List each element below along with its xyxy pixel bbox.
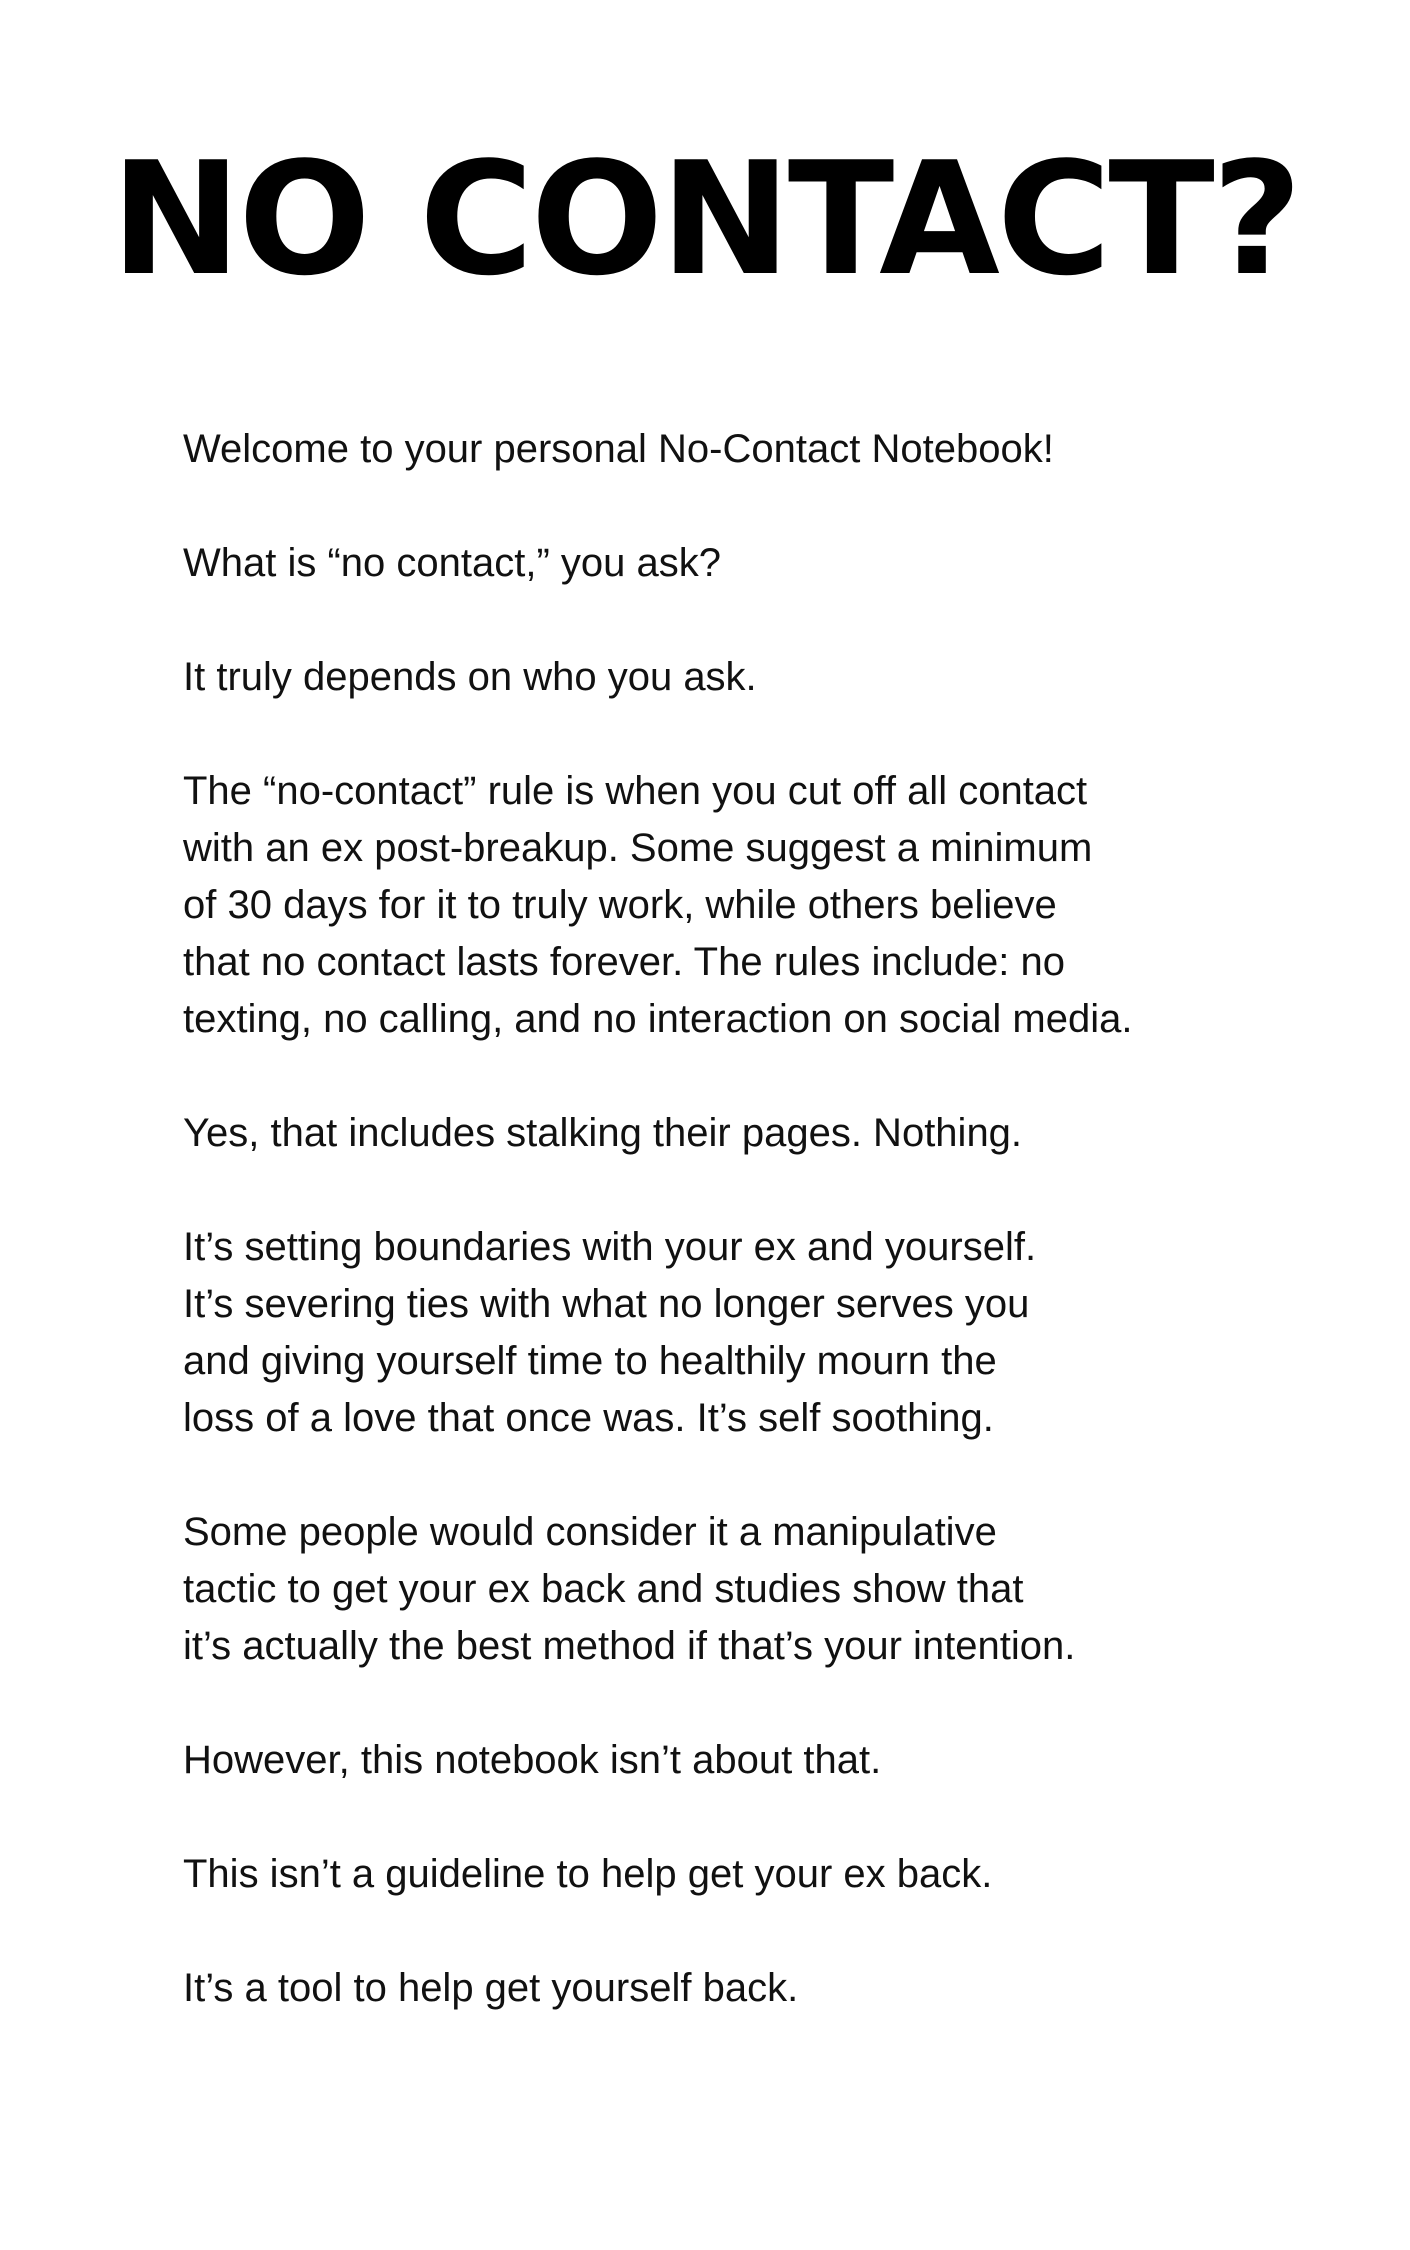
text-line: However, this notebook isn’t about that. xyxy=(183,1738,882,1782)
text-line: tactic to get your ex back and studies show that xyxy=(183,1567,1024,1611)
text-line: What is “no contact,” you ask? xyxy=(183,541,722,585)
text-line: loss of a love that once was. It’s self soothing. xyxy=(183,1396,994,1440)
body-text xyxy=(183,421,1303,2074)
text-line: texting, no calling, and no interaction on social media. xyxy=(183,997,1133,1041)
paragraph xyxy=(183,1219,1303,1447)
paragraph xyxy=(183,1105,1303,1162)
page-title: NO CONTACT? xyxy=(110,128,1300,310)
text-line: This isn’t a guideline to help get your ex back. xyxy=(183,1852,993,1896)
text-line: of 30 days for it to truly work, while others believe xyxy=(183,883,1057,927)
text-line: Yes, that includes stalking their pages. Nothing. xyxy=(183,1111,1023,1155)
paragraph xyxy=(183,649,1303,706)
paragraph xyxy=(183,421,1303,478)
paragraph xyxy=(183,535,1303,592)
text-line: it’s actually the best method if that’s your intention. xyxy=(183,1624,1076,1668)
text-line: The “no-contact” rule is when you cut off all contact xyxy=(183,769,1088,813)
paragraph xyxy=(183,1732,1303,1789)
text-line: with an ex post-breakup. Some suggest a minimum xyxy=(183,826,1093,870)
paragraph xyxy=(183,1504,1303,1675)
text-line: It truly depends on who you ask. xyxy=(183,655,757,699)
text-line: that no contact lasts forever. The rules include: no xyxy=(183,940,1065,984)
paragraph xyxy=(183,1846,1303,1903)
paragraph xyxy=(183,763,1303,1048)
text-line: and giving yourself time to healthily mourn the xyxy=(183,1339,997,1383)
paragraph xyxy=(183,1960,1303,2017)
text-line: Welcome to your personal No-Contact Notebook! xyxy=(183,427,1054,471)
text-line: It’s a tool to help get yourself back. xyxy=(183,1966,799,2010)
text-line: Some people would consider it a manipulative xyxy=(183,1510,997,1554)
text-line: It’s setting boundaries with your ex and yourself. xyxy=(183,1225,1037,1269)
text-line: It’s severing ties with what no longer serves you xyxy=(183,1282,1030,1326)
